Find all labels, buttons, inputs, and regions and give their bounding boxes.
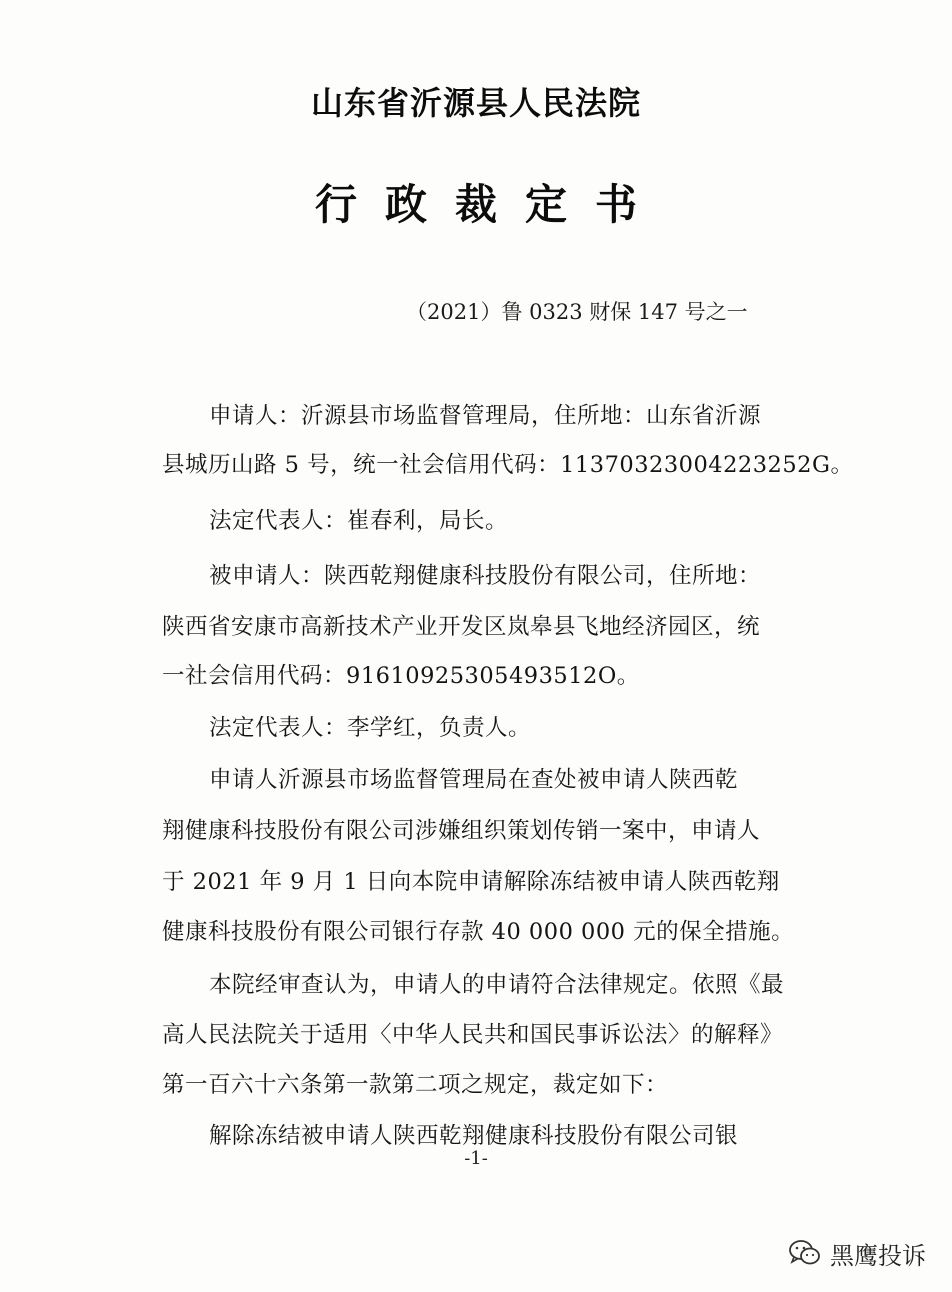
wechat-icon: [788, 1239, 822, 1267]
body-line: 法定代表人：崔春利，局长。: [209, 508, 509, 534]
body-line: 高人民法院关于适用〈中华人民共和国民事诉讼法〉的解释》: [162, 1022, 784, 1048]
body-line: 申请人：沂源县市场监督管理局，住所地：山东省沂源: [209, 403, 762, 429]
court-name: 山东省沂源县人民法院: [310, 84, 641, 122]
body-line: 被申请人：陕西乾翔健康科技股份有限公司，住所地：: [209, 563, 762, 589]
body-line: 于 2021 年 9 月 1 日向本院申请解除冻结被申请人陕西乾翔: [162, 869, 780, 895]
body-line: 解除冻结被申请人陕西乾翔健康科技股份有限公司银: [209, 1123, 739, 1149]
document-title: 行政裁定书: [314, 180, 665, 229]
body-line: 县城历山路 5 号，统一社会信用代码：11370323004223252G。: [162, 452, 854, 478]
body-line: 陕西省安康市高新技术产业开发区岚皋县飞地经济园区，统: [162, 614, 761, 640]
watermark-text: 黑鹰投诉: [830, 1241, 926, 1270]
body-line: 申请人沂源县市场监督管理局在查处被申请人陕西乾: [209, 767, 739, 793]
watermark: [788, 1238, 926, 1268]
body-line: 翔健康科技股份有限公司涉嫌组织策划传销一案中，申请人: [162, 818, 761, 844]
body-line: 第一百六十六条第一款第二项之规定，裁定如下：: [162, 1072, 669, 1098]
body-line: 一社会信用代码：91610925305493512O。: [162, 663, 640, 689]
body-line: 法定代表人：李学红，负责人。: [209, 715, 532, 741]
body-line: 本院经审查认为，申请人的申请符合法律规定。依照《最: [209, 972, 785, 998]
case-number: （2021）鲁 0323 财保 147 号之一: [406, 300, 748, 324]
page-number: -1-: [464, 1148, 488, 1169]
body-line: 健康科技股份有限公司银行存款 40 000 000 元的保全措施。: [162, 919, 795, 945]
